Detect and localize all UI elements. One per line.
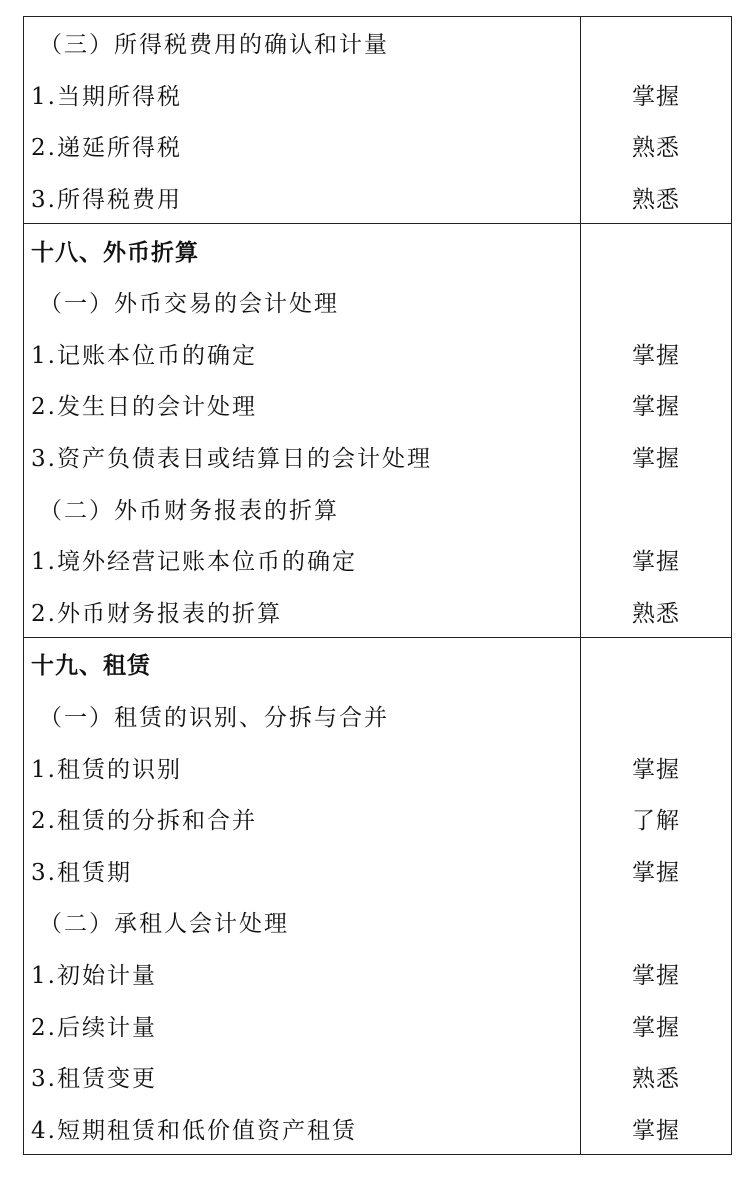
topic-item: 1.租赁的识别 xyxy=(31,756,182,783)
requirement-level: 掌握 xyxy=(632,962,680,989)
requirement-column xyxy=(581,638,731,1154)
topic-column xyxy=(24,224,581,637)
topic-item: 2.外币财务报表的折算 xyxy=(31,600,282,627)
chapter-heading: 十八、外币折算 xyxy=(31,239,199,266)
requirement-level: 熟悉 xyxy=(632,1066,680,1093)
syllabus-table xyxy=(23,16,732,1155)
requirement-level: 掌握 xyxy=(632,342,680,369)
requirement-level: 掌握 xyxy=(632,859,680,886)
requirement-level xyxy=(581,896,731,948)
topic-item: 3.租赁变更 xyxy=(31,1066,157,1093)
topic-item: 3.资产负债表日或结算日的会计处理 xyxy=(31,446,432,473)
topic-item: 2.发生日的会计处理 xyxy=(31,394,257,421)
requirement-level: 掌握 xyxy=(632,446,680,473)
table-section xyxy=(24,17,731,223)
requirement-level: 熟悉 xyxy=(632,187,680,214)
section-subheading: （一）外币交易的会计处理 xyxy=(39,291,339,318)
requirement-level: 熟悉 xyxy=(632,600,680,627)
topic-column xyxy=(24,638,581,1154)
requirement-level: 掌握 xyxy=(632,394,680,421)
requirement-level xyxy=(581,17,731,69)
section-subheading: （三）所得税费用的确认和计量 xyxy=(39,32,389,59)
topic-item: 1.初始计量 xyxy=(31,962,157,989)
chapter-heading: 十九、租赁 xyxy=(31,653,151,680)
requirement-level: 熟悉 xyxy=(632,135,680,162)
topic-item: 1.当期所得税 xyxy=(31,83,182,110)
requirement-level: 掌握 xyxy=(632,1014,680,1041)
section-subheading: （二）承租人会计处理 xyxy=(39,911,289,938)
requirement-level xyxy=(581,482,731,534)
section-subheading: （二）外币财务报表的折算 xyxy=(39,497,339,524)
section-subheading: （一）租赁的识别、分拆与合并 xyxy=(39,705,389,732)
table-section xyxy=(24,637,731,1154)
topic-item: 1.境外经营记账本位币的确定 xyxy=(31,549,357,576)
topic-item: 2.租赁的分拆和合并 xyxy=(31,808,257,835)
topic-column xyxy=(24,17,581,223)
requirement-level: 掌握 xyxy=(632,83,680,110)
table-section xyxy=(24,223,731,637)
requirement-level: 掌握 xyxy=(632,1117,680,1144)
requirement-column xyxy=(581,17,731,223)
requirement-level xyxy=(581,638,731,690)
topic-item: 4.短期租赁和低价值资产租赁 xyxy=(31,1117,357,1144)
requirement-level xyxy=(581,276,731,328)
requirement-level xyxy=(581,690,731,742)
topic-item: 2.递延所得税 xyxy=(31,135,182,162)
requirement-column xyxy=(581,224,731,637)
requirement-level xyxy=(581,224,731,276)
requirement-level: 掌握 xyxy=(632,756,680,783)
topic-item: 3.所得税费用 xyxy=(31,187,182,214)
topic-item: 1.记账本位币的确定 xyxy=(31,342,257,369)
topic-item: 3.租赁期 xyxy=(31,859,132,886)
topic-item: 2.后续计量 xyxy=(31,1014,157,1041)
requirement-level: 掌握 xyxy=(632,549,680,576)
requirement-level: 了解 xyxy=(632,808,680,835)
